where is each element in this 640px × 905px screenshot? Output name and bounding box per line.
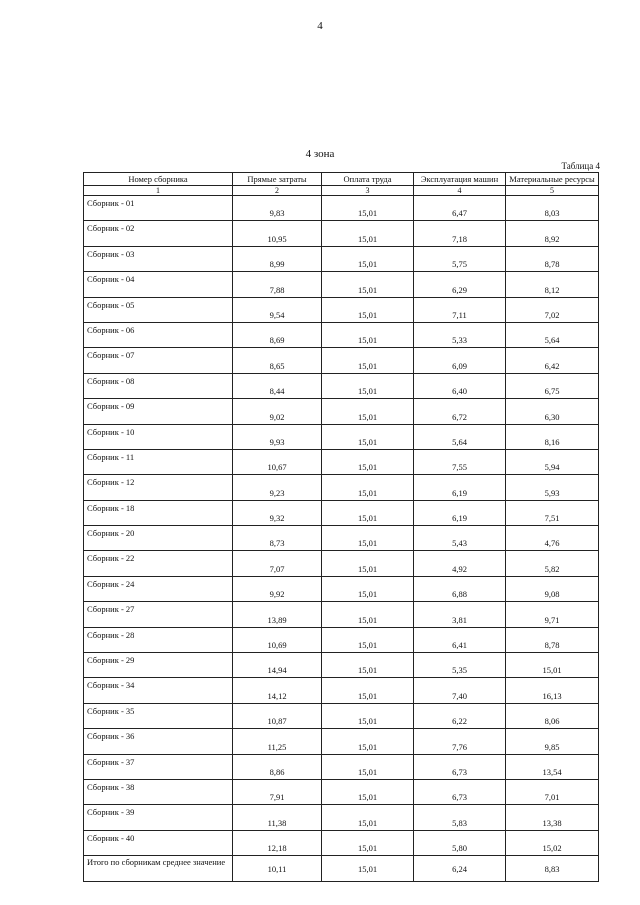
value-cell: 7,55 <box>414 449 506 474</box>
header-cell: Оплата труда <box>322 173 414 186</box>
data-table <box>83 172 599 882</box>
table-row <box>84 246 599 271</box>
collection-name-cell: Сборник - 18 <box>84 500 233 525</box>
column-number: 2 <box>233 186 322 196</box>
page-number: 4 <box>317 20 323 32</box>
table-row <box>84 805 599 830</box>
value-cell: 15,01 <box>322 348 414 373</box>
value-cell: 7,07 <box>233 551 322 576</box>
column-number: 3 <box>322 186 414 196</box>
value-cell: 8,92 <box>506 221 599 246</box>
value-cell: 9,83 <box>233 196 322 221</box>
value-cell: 5,33 <box>414 322 506 347</box>
value-cell: 9,23 <box>233 475 322 500</box>
value-cell: 5,94 <box>506 449 599 474</box>
value-cell: 6,42 <box>506 348 599 373</box>
column-number: 5 <box>506 186 599 196</box>
collection-name-cell: Сборник - 36 <box>84 729 233 754</box>
value-cell: 9,93 <box>233 424 322 449</box>
table-row <box>84 221 599 246</box>
value-cell: 8,16 <box>506 424 599 449</box>
value-cell: 6,30 <box>506 399 599 424</box>
value-cell: 15,01 <box>322 475 414 500</box>
total-value: 8,83 <box>506 856 599 882</box>
collection-name-cell: Сборник - 27 <box>84 602 233 627</box>
value-cell: 15,01 <box>322 221 414 246</box>
total-row <box>84 856 599 882</box>
value-cell: 15,01 <box>322 678 414 703</box>
value-cell: 9,02 <box>233 399 322 424</box>
value-cell: 15,01 <box>322 196 414 221</box>
value-cell: 7,01 <box>506 779 599 804</box>
value-cell: 8,99 <box>233 246 322 271</box>
value-cell: 15,01 <box>322 779 414 804</box>
value-cell: 6,19 <box>414 500 506 525</box>
collection-name-cell: Сборник - 01 <box>84 196 233 221</box>
table-row <box>84 297 599 322</box>
collection-name-cell: Сборник - 22 <box>84 551 233 576</box>
value-cell: 9,32 <box>233 500 322 525</box>
value-cell: 8,44 <box>233 373 322 398</box>
table-row <box>84 576 599 601</box>
value-cell: 15,01 <box>322 551 414 576</box>
header-row <box>84 173 599 186</box>
value-cell: 12,18 <box>233 830 322 855</box>
value-cell: 13,54 <box>506 754 599 779</box>
value-cell: 8,78 <box>506 246 599 271</box>
value-cell: 15,01 <box>322 272 414 297</box>
value-cell: 7,18 <box>414 221 506 246</box>
value-cell: 5,93 <box>506 475 599 500</box>
table-label: Таблица 4 <box>561 161 600 171</box>
value-cell: 6,75 <box>506 373 599 398</box>
collection-name-cell: Сборник - 10 <box>84 424 233 449</box>
value-cell: 15,01 <box>322 830 414 855</box>
collection-name-cell: Сборник - 37 <box>84 754 233 779</box>
value-cell: 8,73 <box>233 526 322 551</box>
value-cell: 9,85 <box>506 729 599 754</box>
table-row <box>84 754 599 779</box>
value-cell: 7,40 <box>414 678 506 703</box>
value-cell: 15,01 <box>322 627 414 652</box>
value-cell: 5,83 <box>414 805 506 830</box>
value-cell: 15,01 <box>322 373 414 398</box>
table-row <box>84 779 599 804</box>
table-row <box>84 500 599 525</box>
collection-name-cell: Сборник - 38 <box>84 779 233 804</box>
value-cell: 15,01 <box>322 703 414 728</box>
collection-name-cell: Сборник - 29 <box>84 653 233 678</box>
column-number: 4 <box>414 186 506 196</box>
value-cell: 4,76 <box>506 526 599 551</box>
header-cell: Номер сборника <box>84 173 233 186</box>
value-cell: 15,01 <box>322 754 414 779</box>
value-cell: 9,54 <box>233 297 322 322</box>
value-cell: 15,01 <box>322 424 414 449</box>
value-cell: 15,01 <box>322 500 414 525</box>
table-row <box>84 272 599 297</box>
column-number: 1 <box>84 186 233 196</box>
value-cell: 4,92 <box>414 551 506 576</box>
collection-name-cell: Сборник - 02 <box>84 221 233 246</box>
header-cell: Прямые затраты <box>233 173 322 186</box>
value-cell: 15,01 <box>322 399 414 424</box>
collection-name-cell: Сборник - 20 <box>84 526 233 551</box>
value-cell: 10,95 <box>233 221 322 246</box>
value-cell: 7,91 <box>233 779 322 804</box>
collection-name-cell: Сборник - 06 <box>84 322 233 347</box>
value-cell: 16,13 <box>506 678 599 703</box>
value-cell: 15,01 <box>322 805 414 830</box>
value-cell: 6,72 <box>414 399 506 424</box>
value-cell: 6,47 <box>414 196 506 221</box>
value-cell: 14,94 <box>233 653 322 678</box>
total-value: 6,24 <box>414 856 506 882</box>
value-cell: 15,01 <box>322 297 414 322</box>
table-row <box>84 830 599 855</box>
value-cell: 9,71 <box>506 602 599 627</box>
table-row <box>84 348 599 373</box>
value-cell: 5,82 <box>506 551 599 576</box>
table-row <box>84 526 599 551</box>
value-cell: 15,01 <box>322 246 414 271</box>
value-cell: 11,25 <box>233 729 322 754</box>
value-cell: 8,86 <box>233 754 322 779</box>
collection-name-cell: Сборник - 03 <box>84 246 233 271</box>
value-cell: 7,88 <box>233 272 322 297</box>
collection-name-cell: Сборник - 24 <box>84 576 233 601</box>
value-cell: 9,92 <box>233 576 322 601</box>
value-cell: 6,73 <box>414 754 506 779</box>
value-cell: 5,64 <box>414 424 506 449</box>
collection-name-cell: Сборник - 35 <box>84 703 233 728</box>
table-row <box>84 449 599 474</box>
value-cell: 8,12 <box>506 272 599 297</box>
value-cell: 14,12 <box>233 678 322 703</box>
value-cell: 6,22 <box>414 703 506 728</box>
header-cell: Эксплуатация машин <box>414 173 506 186</box>
total-label: Итого по сборникам среднее значение <box>84 856 233 882</box>
column-number-row <box>84 186 599 196</box>
value-cell: 15,01 <box>322 322 414 347</box>
collection-name-cell: Сборник - 07 <box>84 348 233 373</box>
collection-name-cell: Сборник - 34 <box>84 678 233 703</box>
collection-name-cell: Сборник - 05 <box>84 297 233 322</box>
collection-name-cell: Сборник - 40 <box>84 830 233 855</box>
collection-name-cell: Сборник - 09 <box>84 399 233 424</box>
table-row <box>84 653 599 678</box>
value-cell: 3,81 <box>414 602 506 627</box>
value-cell: 10,67 <box>233 449 322 474</box>
value-cell: 5,80 <box>414 830 506 855</box>
value-cell: 13,89 <box>233 602 322 627</box>
total-value: 10,11 <box>233 856 322 882</box>
value-cell: 5,75 <box>414 246 506 271</box>
value-cell: 6,09 <box>414 348 506 373</box>
collection-name-cell: Сборник - 28 <box>84 627 233 652</box>
value-cell: 7,02 <box>506 297 599 322</box>
table-row <box>84 424 599 449</box>
value-cell: 15,01 <box>322 449 414 474</box>
value-cell: 7,76 <box>414 729 506 754</box>
value-cell: 5,64 <box>506 322 599 347</box>
value-cell: 8,06 <box>506 703 599 728</box>
value-cell: 15,01 <box>322 729 414 754</box>
table-row <box>84 602 599 627</box>
value-cell: 13,38 <box>506 805 599 830</box>
value-cell: 5,35 <box>414 653 506 678</box>
value-cell: 10,87 <box>233 703 322 728</box>
table-row <box>84 678 599 703</box>
table-row <box>84 373 599 398</box>
value-cell: 10,69 <box>233 627 322 652</box>
value-cell: 15,01 <box>322 602 414 627</box>
header-cell: Материальные ресурсы <box>506 173 599 186</box>
table-row <box>84 196 599 221</box>
value-cell: 6,19 <box>414 475 506 500</box>
value-cell: 6,41 <box>414 627 506 652</box>
value-cell: 8,69 <box>233 322 322 347</box>
table-row <box>84 475 599 500</box>
table-body <box>84 196 599 856</box>
value-cell: 11,38 <box>233 805 322 830</box>
collection-name-cell: Сборник - 12 <box>84 475 233 500</box>
zone-title: 4 зона <box>305 148 335 160</box>
collection-name-cell: Сборник - 04 <box>84 272 233 297</box>
value-cell: 15,01 <box>322 526 414 551</box>
value-cell: 7,11 <box>414 297 506 322</box>
total-value: 15,01 <box>322 856 414 882</box>
value-cell: 15,01 <box>506 653 599 678</box>
table-row <box>84 551 599 576</box>
value-cell: 7,51 <box>506 500 599 525</box>
table-row <box>84 322 599 347</box>
value-cell: 6,88 <box>414 576 506 601</box>
table-row <box>84 399 599 424</box>
collection-name-cell: Сборник - 08 <box>84 373 233 398</box>
table-row <box>84 703 599 728</box>
value-cell: 15,02 <box>506 830 599 855</box>
value-cell: 6,40 <box>414 373 506 398</box>
value-cell: 5,43 <box>414 526 506 551</box>
table-row <box>84 729 599 754</box>
table-header <box>84 173 599 196</box>
value-cell: 15,01 <box>322 576 414 601</box>
value-cell: 15,01 <box>322 653 414 678</box>
value-cell: 9,08 <box>506 576 599 601</box>
value-cell: 6,73 <box>414 779 506 804</box>
collection-name-cell: Сборник - 39 <box>84 805 233 830</box>
table-row <box>84 627 599 652</box>
value-cell: 8,03 <box>506 196 599 221</box>
value-cell: 8,78 <box>506 627 599 652</box>
collection-name-cell: Сборник - 11 <box>84 449 233 474</box>
value-cell: 6,29 <box>414 272 506 297</box>
value-cell: 8,65 <box>233 348 322 373</box>
